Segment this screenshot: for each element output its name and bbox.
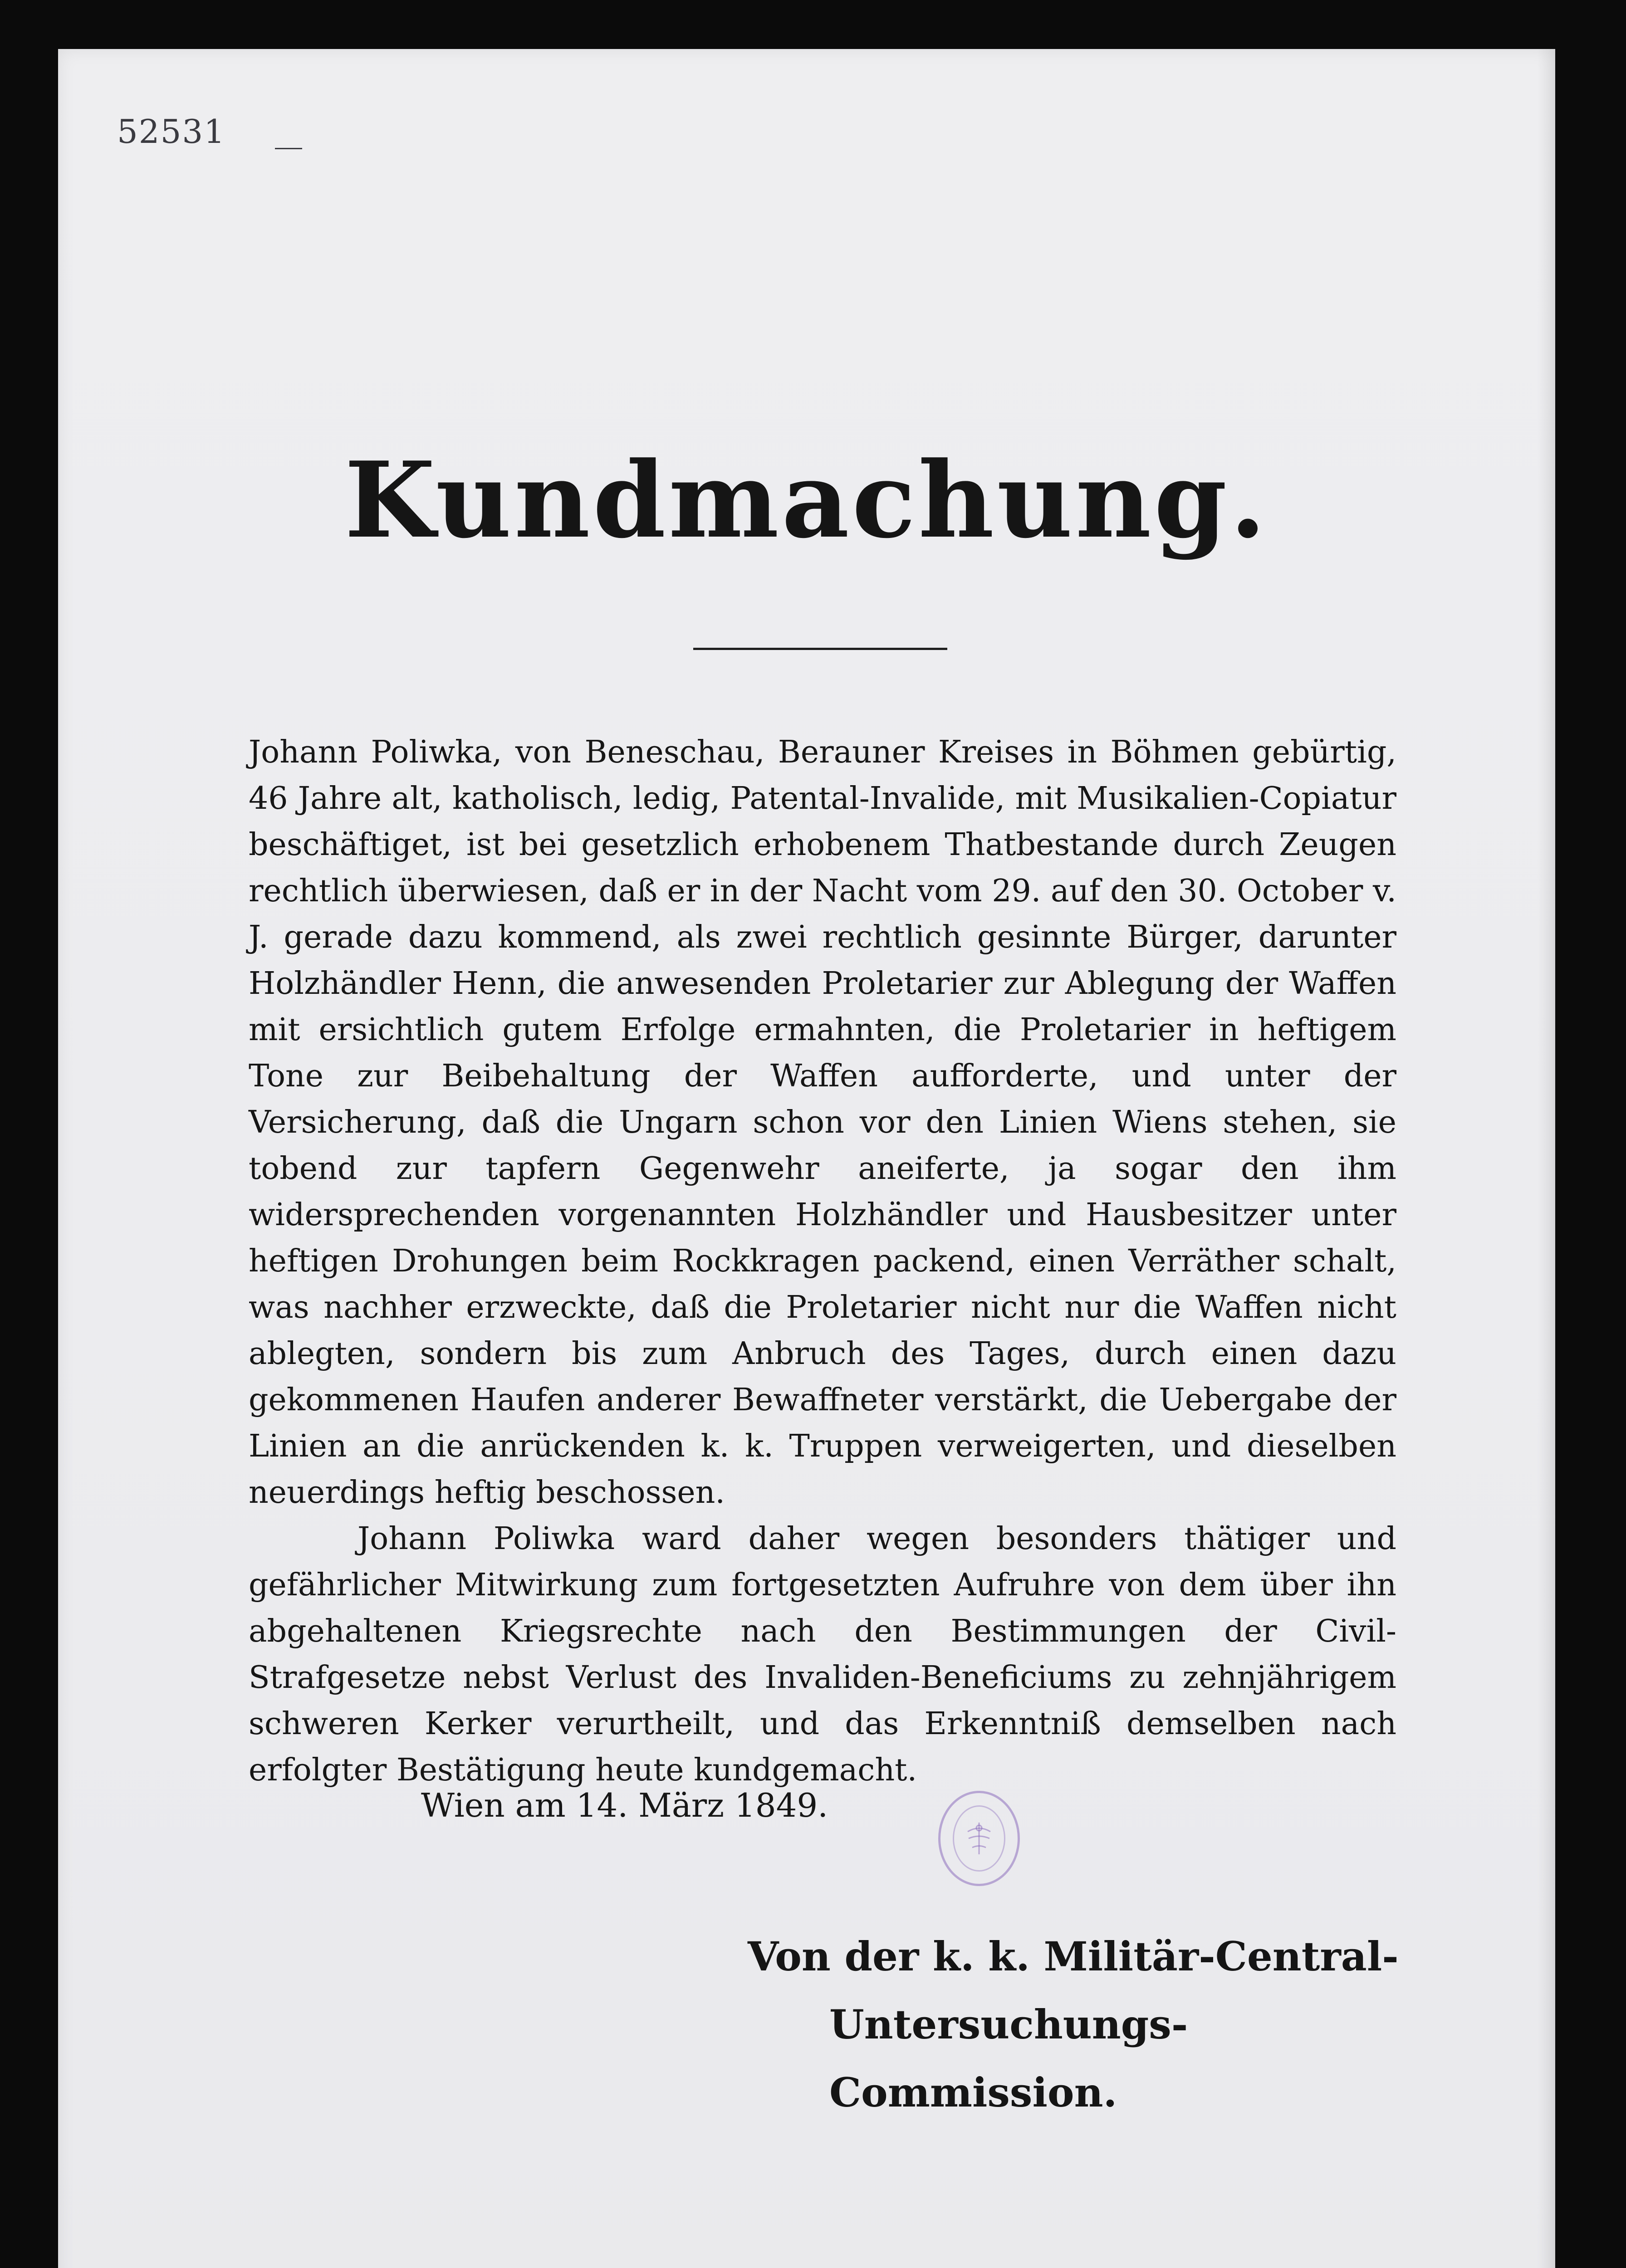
poster-title: Kundmachung.: [344, 439, 1269, 562]
paper-edge-shadow: [1537, 49, 1555, 2268]
eagle-emblem-icon: [953, 1805, 1005, 1872]
issuing-authority: [748, 1922, 1428, 2126]
authority-line-2: Untersuchungs-Commission.: [829, 2001, 1188, 2116]
title-divider: [693, 648, 947, 650]
inventory-number-underline: [275, 148, 302, 149]
official-stamp: [938, 1791, 1020, 1886]
poster-sheet: [58, 49, 1555, 2268]
paragraph-sentence: Johann Poliwka ward daher wegen besonders thätiger und gefährlicher Mitwirkung zum fortgesetzten Aufruhre von dem über ihn abgehaltenen Kriegsrechte nach den Bestimmungen der Civil-Strafgesetze nebst Verlust des Invaliden-Beneficiums zu zehnjährigem schweren Kerker verurtheilt, und das Erkenntniß demselben nach erfolgter Bestätigung heute kundgemacht.: [249, 1521, 1396, 1788]
inventory-number: 52531: [117, 112, 226, 151]
authority-line-1: Von der k. k. Militär-Central-: [748, 1933, 1399, 1980]
paragraph-verdict-facts: Johann Poliwka, von Beneschau, Berauner Kreises in Böhmen gebürtig, 46 Jahre alt, katholisch, ledig, Patental-Invalide, mit Musikalien-Copiatur beschäftiget, ist bei gesetzlich erhobenem Thatbestande durch Zeugen rechtlich überwiesen, daß er in der Nacht vom 29. auf den 30. October v. J. gerade dazu kommend, als zwei rechtlich gesinnte Bürger, darunter Holzhändler Henn, die anwesenden Proletarier zur Ablegung der Waffen mit ersichtlich gutem Erfolge ermahnten, die Proletarier in heftigem Tone zur Beibehaltung der Waffen aufforderte, und unter der Versicherung, daß die Ungarn schon vor den Linien Wiens stehen, sie tobend zur tapfern Gegenwehr aneiferte, ja sogar den ihm widersprechenden vorgenannten Holzhändler und Hausbesitzer unter heftigen Drohungen beim Rockkragen packend, einen Verräther schalt, was nachher erzweckte, daß die Proletarier nicht nur die Waffen nicht ablegten, sondern bis zum Anbruch des Tages, durch einen dazu gekommenen Haufen anderer Bewaffneter verstärkt, die Uebergabe der Linien an die anrückenden k. k. Truppen verweigerten, und dieselben neuerdings heftig beschossen.: [249, 734, 1396, 1510]
date-line: Wien am 14. März 1849.: [421, 1786, 828, 1824]
proclamation-body: [249, 729, 1396, 1794]
